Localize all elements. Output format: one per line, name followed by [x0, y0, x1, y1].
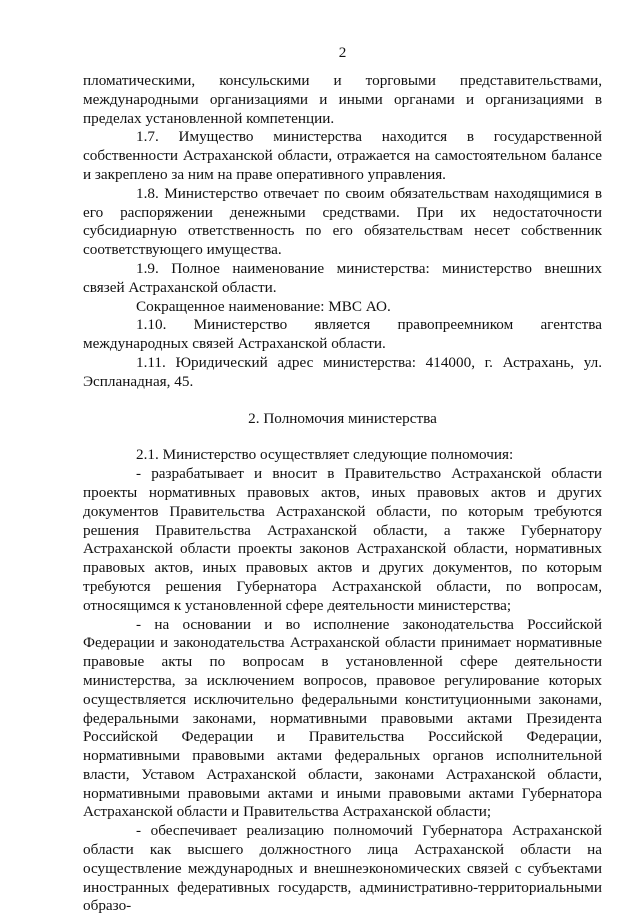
section-2-body: [83, 446, 602, 916]
paragraph: пломатическими, консульскими и торговыми представительствами, международными организациями и иными органами и организациями в пределах установленной компетенции.: [83, 72, 602, 127]
paragraph: 1.10. Министерство является правопреемником агентства международных связей Астраханской области.: [83, 316, 602, 353]
paragraph: 1.11. Юридический адрес министерства: 414000, г. Астрахань, ул. Эспланадная, 45.: [83, 353, 602, 390]
paragraph: 1.7. Имущество министерства находится в государственной собственности Астраханской области, отражается на самостоятельном балансе и закреплено за ним на праве оперативного управления.: [83, 128, 602, 183]
paragraph: 1.8. Министерство отвечает по своим обязательствам находящимися в его распоряжении денежными средствами. При их недостаточности субсидиарную ответственность по его обязательствам несет собственник соответствующего имущества.: [83, 184, 602, 259]
paragraph: 2.1. Министерство осуществляет следующие полномочия:: [136, 446, 514, 464]
paragraph: - разрабатывает и вносит в Правительство Астраханской области проекты нормативных правовых актов, иных правовых актов и других документов Правительства Астраханской области, по которым требуются решения Правительства Астраханской области, а также Губернатору Астраханской области проекты законов Астраханской области, нормативных правовых актов, иных правовых актов и других документов, по которым требуются решения Губернатора Астраханской области, по вопросам, относящимся к установленной сфере деятельности министерства;: [83, 465, 602, 614]
section-title: 2. Полномочия министерства: [248, 409, 437, 427]
section-1-continuation: [83, 72, 602, 392]
paragraph: - на основании и во исполнение законодательства Российской Федерации и законодательства Астраханской области принимает нормативные правовые акты по вопросам в установленной сфере деятельности министерства, за исключением вопросов, правовое регулирование которых осуществляется исключительно федеральными конституционными законами, федеральными законами, нормативными правовыми актами Президента Российской Федерации и Правительства Российской Федерации, нормативными правовыми актами федеральных органов исполнительной власти, Уставом Астраханской области, законами Астраханской области, нормативными правовыми актами и иными правовыми актами Губернатора Астраханской области и Правительства Астраханской области;: [83, 615, 602, 821]
paragraph: Сокращенное наименование: МВС АО.: [136, 297, 391, 315]
paragraph: - обеспечивает реализацию полномочий Губернатора Астраханской области как высшего должностного лица Астраханской области на осуществление международных и внешнеэкономических связей с субъектами иностранных федеративных государств, административно-территориальными образо-: [83, 822, 602, 915]
paragraph: 1.9. Полное наименование министерства: министерство внешних связей Астраханской области.: [83, 259, 602, 296]
page-number: 2: [338, 44, 347, 61]
